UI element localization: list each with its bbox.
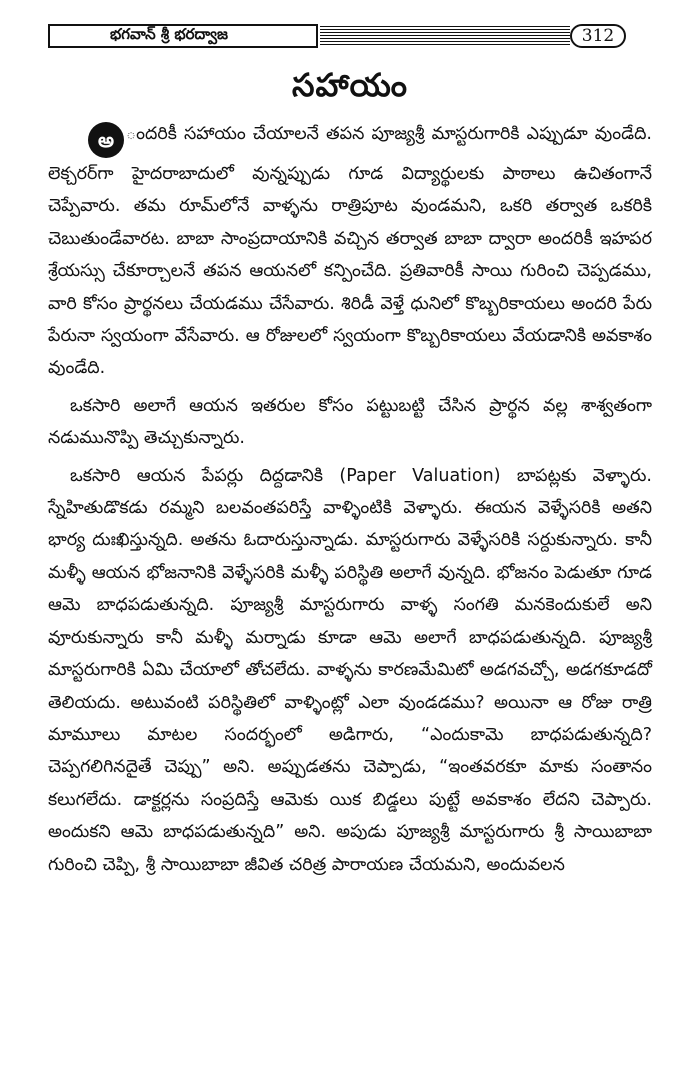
- page-number: 312: [581, 26, 615, 46]
- page-header: [48, 24, 626, 50]
- drop-cap: అ: [88, 122, 124, 158]
- paragraph-3: ఒకసారి ఆయన పేపర్లు దిద్దడానికి (Paper Valuation) బాపట్లకు వెళ్ళారు. స్నేహితుడొకడు రమ్మని బలవంతపరిస్తే వాళ్ళింటికి వెళ్ళారు. ఈయన వెళ్ళేసరికి అతని భార్య దుఃఖిస్తున్నది. అతను ఓదారుస్తున్నాడు. మాస్టరుగారు వెళ్ళేసరికి సర్దుకున్నారు. కానీ మళ్ళీ ఆయన భోజనానికి వెళ్ళేసరికి మళ్ళీ పరిస్థితి అలాగే వున్నది. భోజనం పెడుతూ గూడ ఆమె బాధపడుతున్నది. పూజ్యశ్రీ మాస్టరుగారు వాళ్ళ సంగతి మనకెందుకులే అని వూరుకున్నారు కానీ మళ్ళీ మర్నాడు కూడా ఆమె అలాగే బాధపడుతున్నది. పూజ్యశ్రీ మాస్టరుగారికి ఏమి చేయాలో తోచలేదు. వాళ్ళను కారణమేమిటో అడగవచ్చో, అడగకూడదో తెలియదు. అటువంటి పరిస్థితిలో వాళ్ళింట్లో ఎలా వుండడము? అయినా ఆ రోజు రాత్రి మామూలు మాటల సందర్భంలో అడిగారు, “ఎందుకామె బాధపడుతున్నది? చెప్పగలిగినదైతే చెప్పు” అని. అప్పుడతను చెప్పాడు, “ఇంతవరకూ మాకు సంతానం కలుగలేదు. డాక్టర్లను సంప్రదిస్తే ఆమెకు యిక బిడ్డలు పుట్టే అవకాశం లేదని చెప్పారు. అందుకని ఆమె బాధపడుతున్నది” అని. అపుడు పూజ్యశ్రీ మాస్టరుగారు శ్రీ సాయిబాబా గురించి చెప్పి, శ్రీ సాయిబాబా జీవిత చరిత్ర పారాయణ చేయమని, అందువలన: [48, 465, 652, 875]
- chapter-title: సహాయం: [292, 66, 408, 104]
- paragraph-2: ఒకసారి అలాగే ఆయన ఇతరుల కోసం పట్టుబట్టి చేసిన ప్రార్థన వల్ల శాశ్వతంగా నడుమునొప్పి తెచ్చుకున్నారు.: [48, 395, 652, 449]
- paragraph-1-text: ందరికీ సహాయం చేయాలనే తపన పూజ్యశ్రీ మాస్టరుగారికి ఎప్పుడూ వుండేది. లెక్చరర్‌గా హైదరాబాదులో వున్నప్పుడు గూడ విద్యార్థులకు పాఠాలు ఉచితంగానే చెప్పేవారు. తమ రూమ్‌లోనే వాళ్ళను రాత్రిపూట వుండమని, ఒకరి తర్వాత ఒకరికి చెబుతుండేవారట. బాబా సాంప్రదాయానికి వచ్చిన తర్వాత బాబా ద్వారా అందరికీ ఇహపర శ్రేయస్సు చేకూర్చాలనే తపన ఆయనలో కన్పించేది. ప్రతివారికీ సాయి గురించి చెప్పడము, వారి కోసం ప్రార్థనలు చేయడము చేసేవారు. శిరిడీ వెళ్తే ధునిలో కొబ్బరికాయలు అందరి పేరు పేరునా స్వయంగా వేసేవారు. ఆ రోజులలో స్వయంగా కొబ్బరికాయలు వేయడానికి అవకాశం వుండేది.: [48, 124, 652, 379]
- paragraph-1: [48, 118, 652, 385]
- running-title: భగవాన్ శ్రీ భరద్వాజ: [110, 25, 228, 43]
- running-title-box: [48, 24, 318, 48]
- page-number-badge: [570, 24, 626, 48]
- body-text: [48, 118, 652, 886]
- header-rule-lines: [320, 26, 570, 46]
